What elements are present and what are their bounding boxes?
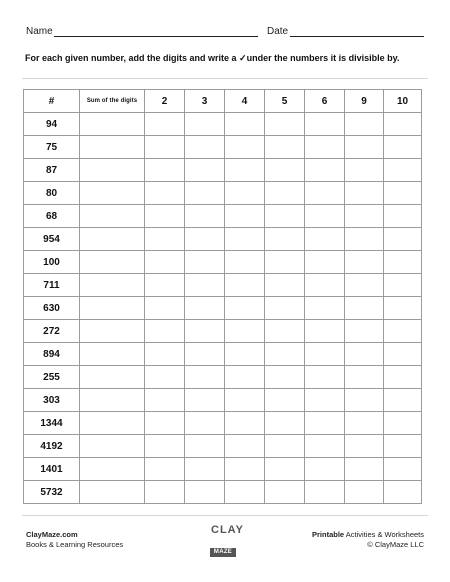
check-cell[interactable] — [225, 297, 265, 320]
check-cell[interactable] — [305, 435, 345, 458]
check-cell[interactable] — [305, 297, 345, 320]
footer-divider — [22, 515, 428, 516]
column-header: 3 — [185, 90, 225, 113]
row-number: 5732 — [24, 481, 80, 504]
sum-cell[interactable] — [80, 297, 145, 320]
check-cell[interactable] — [145, 182, 185, 205]
check-cell[interactable] — [265, 113, 305, 136]
check-cell[interactable] — [145, 481, 185, 504]
check-cell[interactable] — [185, 136, 225, 159]
check-cell[interactable] — [345, 251, 384, 274]
table-row — [24, 113, 422, 136]
check-cell[interactable] — [185, 159, 225, 182]
check-cell[interactable] — [145, 366, 185, 389]
row-number: 100 — [24, 251, 80, 274]
check-cell[interactable] — [305, 136, 345, 159]
sum-cell[interactable] — [80, 113, 145, 136]
column-header: 4 — [225, 90, 265, 113]
check-cell[interactable] — [305, 343, 345, 366]
check-cell[interactable] — [145, 228, 185, 251]
check-cell[interactable] — [225, 366, 265, 389]
check-cell[interactable] — [384, 297, 422, 320]
name-label: Name — [26, 26, 53, 37]
check-cell[interactable] — [384, 251, 422, 274]
tagline: Books & Learning Resources — [26, 540, 124, 549]
check-cell[interactable] — [265, 136, 305, 159]
check-cell[interactable] — [225, 389, 265, 412]
check-cell[interactable] — [145, 113, 185, 136]
table-row — [24, 458, 422, 481]
check-cell[interactable] — [185, 435, 225, 458]
check-cell[interactable] — [384, 205, 422, 228]
date-field[interactable] — [290, 36, 424, 37]
check-cell[interactable] — [185, 251, 225, 274]
table-row — [24, 251, 422, 274]
table-row — [24, 435, 422, 458]
check-cell[interactable] — [384, 159, 422, 182]
check-cell[interactable] — [265, 412, 305, 435]
check-cell[interactable] — [345, 458, 384, 481]
check-cell[interactable] — [225, 205, 265, 228]
column-header: 2 — [145, 90, 185, 113]
check-cell[interactable] — [265, 366, 305, 389]
row-number: 94 — [24, 113, 80, 136]
row-number: 711 — [24, 274, 80, 297]
check-cell[interactable] — [305, 228, 345, 251]
check-cell[interactable] — [305, 481, 345, 504]
check-cell[interactable] — [225, 435, 265, 458]
claymaze-logo — [209, 524, 244, 559]
check-cell[interactable] — [185, 412, 225, 435]
logo-clay-text: CLAY — [211, 524, 244, 536]
row-number: 80 — [24, 182, 80, 205]
table-row — [24, 228, 422, 251]
check-cell[interactable] — [345, 481, 384, 504]
check-cell[interactable] — [384, 113, 422, 136]
check-cell[interactable] — [225, 412, 265, 435]
check-cell[interactable] — [265, 159, 305, 182]
check-cell[interactable] — [145, 136, 185, 159]
check-cell[interactable] — [305, 251, 345, 274]
check-cell[interactable] — [384, 274, 422, 297]
check-cell[interactable] — [265, 389, 305, 412]
sum-cell[interactable] — [80, 412, 145, 435]
check-cell[interactable] — [265, 205, 305, 228]
column-header: 5 — [265, 90, 305, 113]
check-cell[interactable] — [225, 251, 265, 274]
check-cell[interactable] — [225, 320, 265, 343]
column-header: 10 — [384, 90, 422, 113]
logo-maze-text: MAZE — [210, 548, 236, 557]
check-cell[interactable] — [225, 481, 265, 504]
check-cell[interactable] — [185, 458, 225, 481]
sum-cell[interactable] — [80, 481, 145, 504]
check-cell[interactable] — [225, 228, 265, 251]
check-cell[interactable] — [345, 113, 384, 136]
check-cell[interactable] — [345, 320, 384, 343]
check-cell[interactable] — [185, 389, 225, 412]
check-cell[interactable] — [225, 274, 265, 297]
row-number: 255 — [24, 366, 80, 389]
table-row — [24, 389, 422, 412]
check-cell[interactable] — [384, 389, 422, 412]
table-row — [24, 182, 422, 205]
table-row — [24, 297, 422, 320]
sum-cell[interactable] — [80, 320, 145, 343]
check-cell[interactable] — [345, 412, 384, 435]
check-cell[interactable] — [265, 435, 305, 458]
sum-cell[interactable] — [80, 205, 145, 228]
column-header: 9 — [345, 90, 384, 113]
check-cell[interactable] — [384, 228, 422, 251]
footer-right — [312, 530, 424, 550]
sum-cell[interactable] — [80, 366, 145, 389]
check-cell[interactable] — [185, 228, 225, 251]
row-number: 68 — [24, 205, 80, 228]
check-cell[interactable] — [145, 412, 185, 435]
check-cell[interactable] — [145, 435, 185, 458]
check-cell[interactable] — [225, 159, 265, 182]
check-cell[interactable] — [185, 297, 225, 320]
check-cell[interactable] — [225, 343, 265, 366]
row-number: 894 — [24, 343, 80, 366]
check-cell[interactable] — [345, 297, 384, 320]
check-cell[interactable] — [145, 205, 185, 228]
check-cell[interactable] — [145, 274, 185, 297]
row-number: 630 — [24, 297, 80, 320]
check-cell[interactable] — [305, 412, 345, 435]
table-body — [24, 113, 422, 504]
row-number: 4192 — [24, 435, 80, 458]
sum-cell[interactable] — [80, 251, 145, 274]
check-cell[interactable] — [305, 113, 345, 136]
table-row — [24, 159, 422, 182]
check-cell[interactable] — [305, 366, 345, 389]
table-row — [24, 136, 422, 159]
table-row — [24, 320, 422, 343]
row-number: 87 — [24, 159, 80, 182]
sum-cell[interactable] — [80, 343, 145, 366]
sum-cell[interactable] — [80, 159, 145, 182]
check-cell[interactable] — [185, 343, 225, 366]
sum-cell[interactable] — [80, 182, 145, 205]
check-cell[interactable] — [345, 228, 384, 251]
sum-cell[interactable] — [80, 435, 145, 458]
check-cell[interactable] — [265, 228, 305, 251]
check-cell[interactable] — [305, 205, 345, 228]
footer-left — [26, 530, 123, 550]
check-cell[interactable] — [384, 458, 422, 481]
check-cell[interactable] — [225, 458, 265, 481]
row-number: 1344 — [24, 412, 80, 435]
table-row — [24, 343, 422, 366]
check-cell[interactable] — [345, 389, 384, 412]
row-number: 954 — [24, 228, 80, 251]
check-cell[interactable] — [265, 297, 305, 320]
check-cell[interactable] — [145, 297, 185, 320]
check-cell[interactable] — [345, 343, 384, 366]
row-number: 1401 — [24, 458, 80, 481]
table-row — [24, 205, 422, 228]
check-cell[interactable] — [345, 366, 384, 389]
column-header: # — [24, 90, 80, 113]
check-cell[interactable] — [185, 113, 225, 136]
sum-cell[interactable] — [80, 136, 145, 159]
check-cell[interactable] — [265, 274, 305, 297]
check-cell[interactable] — [345, 435, 384, 458]
check-cell[interactable] — [185, 205, 225, 228]
check-cell[interactable] — [345, 159, 384, 182]
sum-cell[interactable] — [80, 389, 145, 412]
printable-strong: Printable — [312, 530, 345, 539]
name-date-row — [26, 26, 424, 40]
check-cell[interactable] — [185, 182, 225, 205]
printable-line — [312, 530, 424, 540]
sum-cell[interactable] — [80, 228, 145, 251]
check-cell[interactable] — [384, 481, 422, 504]
check-cell[interactable] — [145, 159, 185, 182]
check-cell[interactable] — [345, 274, 384, 297]
row-number: 303 — [24, 389, 80, 412]
check-cell[interactable] — [345, 182, 384, 205]
name-field[interactable] — [54, 36, 258, 37]
check-cell[interactable] — [145, 458, 185, 481]
check-cell[interactable] — [145, 343, 185, 366]
table-row — [24, 412, 422, 435]
printable-rest: Activities & Worksheets — [344, 530, 424, 539]
top-divider — [22, 78, 428, 79]
sum-cell[interactable] — [80, 274, 145, 297]
check-cell[interactable] — [185, 481, 225, 504]
check-cell[interactable] — [265, 320, 305, 343]
check-cell[interactable] — [384, 136, 422, 159]
check-cell[interactable] — [305, 458, 345, 481]
check-cell[interactable] — [225, 182, 265, 205]
check-cell[interactable] — [305, 389, 345, 412]
column-header: 6 — [305, 90, 345, 113]
check-cell[interactable] — [185, 366, 225, 389]
sum-cell[interactable] — [80, 458, 145, 481]
row-number: 75 — [24, 136, 80, 159]
date-label: Date — [267, 26, 289, 37]
check-cell[interactable] — [225, 136, 265, 159]
check-cell[interactable] — [305, 274, 345, 297]
check-cell[interactable] — [265, 182, 305, 205]
check-cell[interactable] — [384, 366, 422, 389]
check-cell[interactable] — [384, 343, 422, 366]
column-header: Sum of the digits — [80, 90, 145, 113]
check-cell[interactable] — [265, 481, 305, 504]
check-cell[interactable] — [185, 274, 225, 297]
check-cell[interactable] — [384, 412, 422, 435]
check-cell[interactable] — [225, 113, 265, 136]
check-cell[interactable] — [345, 205, 384, 228]
table-header-row — [24, 90, 422, 113]
check-cell[interactable] — [305, 320, 345, 343]
table-row — [24, 274, 422, 297]
check-cell[interactable] — [145, 251, 185, 274]
copyright: © ClayMaze LLC — [367, 540, 424, 549]
divisibility-table — [23, 89, 422, 504]
check-cell[interactable] — [384, 435, 422, 458]
check-cell[interactable] — [305, 182, 345, 205]
row-number: 272 — [24, 320, 80, 343]
check-cell[interactable] — [265, 458, 305, 481]
check-cell[interactable] — [265, 251, 305, 274]
check-cell[interactable] — [145, 320, 185, 343]
table-row — [24, 481, 422, 504]
check-cell[interactable] — [265, 343, 305, 366]
check-cell[interactable] — [145, 389, 185, 412]
check-cell[interactable] — [384, 320, 422, 343]
check-cell[interactable] — [345, 136, 384, 159]
instructions-text: For each given number, add the digits and write a ✓under the numbers it is divisible by. — [25, 53, 400, 63]
table-row — [24, 366, 422, 389]
check-cell[interactable] — [305, 159, 345, 182]
check-cell[interactable] — [384, 182, 422, 205]
site-link[interactable]: ClayMaze.com — [26, 530, 78, 539]
check-cell[interactable] — [185, 320, 225, 343]
